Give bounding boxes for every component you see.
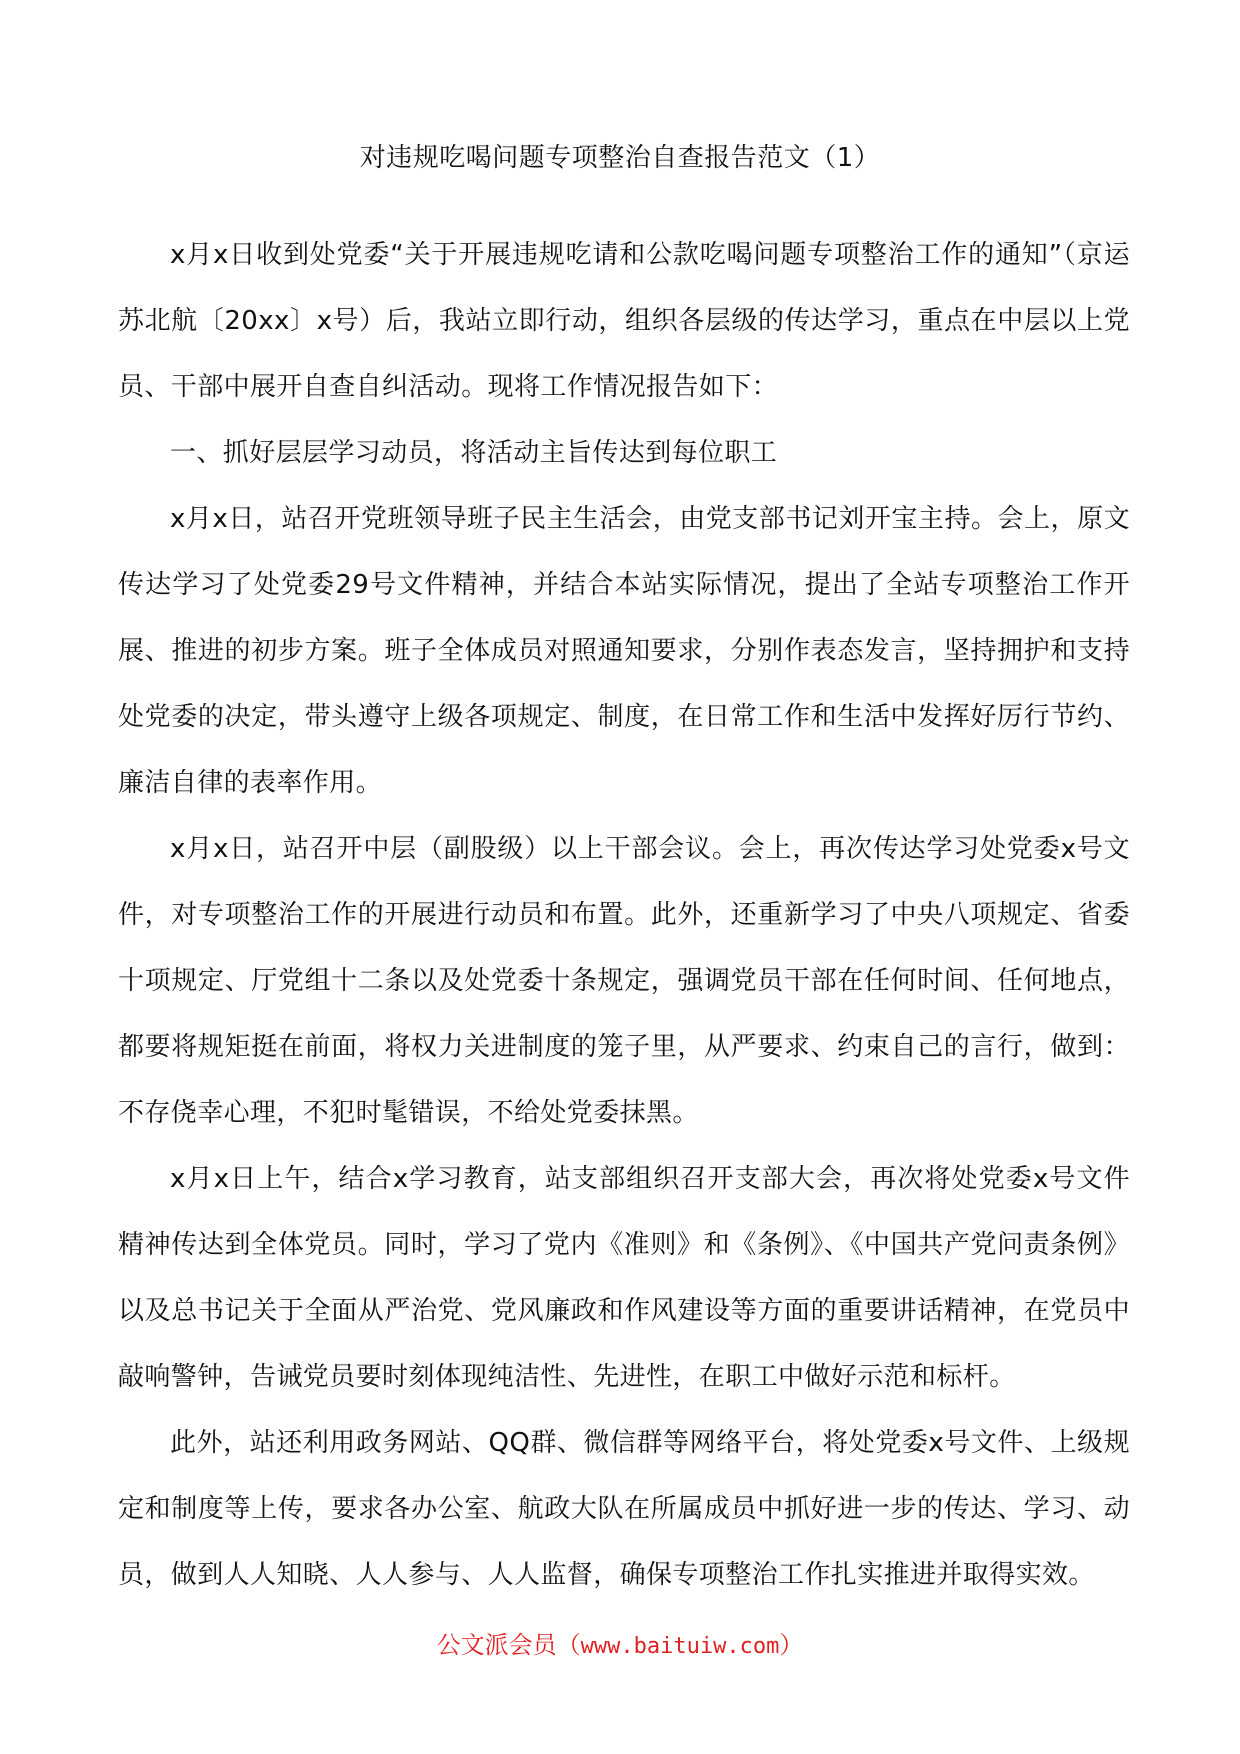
document-title: 对违规吃喝问题专项整治自查报告范文（1） [359, 143, 881, 173]
document-body [118, 222, 1130, 1608]
footer-suffix: ） [779, 1631, 804, 1659]
section-heading: 一、抓好层层学习动员，将活动主旨传达到每位职工 [170, 438, 778, 468]
footer-watermark [0, 1628, 1240, 1664]
paragraph: x月x日，站召开党班领导班子民主生活会，由党支部书记刘开宝主持。会上，原文传达学习了处党委29号文件精神，并结合本站实际情况，提出了全站专项整治工作开展、推进的初步方案。班子全体成员对照通知要求，分别作表态发言，坚持拥护和支持处党委的决定，带头遵守上级各项规定、制度，在日常工作和生活中发挥好厉行节约、廉洁自律的表率作用。 [118, 504, 1130, 798]
paragraph: x月x日，站召开中层（副股级）以上干部会议。会上，再次传达学习处党委x号文件，对专项整治工作的开展进行动员和布置。此外，还重新学习了中央八项规定、省委十项规定、厅党组十二条以及处党委十条规定，强调党员干部在任何时间、任何地点，都要将规矩挺在前面，将权力关进制度的笼子里，从严要求、约束自己的言行，做到：不存侥幸心理，不犯时髦错误，不给处党委抹黑。 [118, 834, 1130, 1128]
footer-url-link[interactable]: www.baituiw.com [580, 1634, 780, 1659]
paragraph: 此外，站还利用政务网站、QQ群、微信群等网络平台，将处党委x号文件、上级规定和制度等上传，要求各办公室、航政大队在所属成员中抓好进一步的传达、学习、动员，做到人人知晓、人人参与、人人监督，确保专项整治工作扎实推进并取得实效。 [118, 1428, 1130, 1590]
paragraph-intro: x月x日收到处党委“关于开展违规吃请和公款吃喝问题专项整治工作的通知”（京运苏北航〔20xx〕x号）后，我站立即行动，组织各层级的传达学习，重点在中层以上党员、干部中展开自查自纠活动。现将工作情况报告如下： [118, 240, 1130, 402]
paragraph: x月x日上午，结合x学习教育，站支部组织召开支部大会，再次将处党委x号文件精神传达到全体党员。同时，学习了党内《准则》和《条例》、《中国共产党问责条例》以及总书记关于全面从严治党、党风廉政和作风建设等方面的重要讲话精神，在党员中敲响警钟，告诫党员要时刻体现纯洁性、先进性，在职工中做好示范和标杆。 [118, 1164, 1130, 1392]
footer-prefix: 公文派会员（ [436, 1631, 581, 1659]
